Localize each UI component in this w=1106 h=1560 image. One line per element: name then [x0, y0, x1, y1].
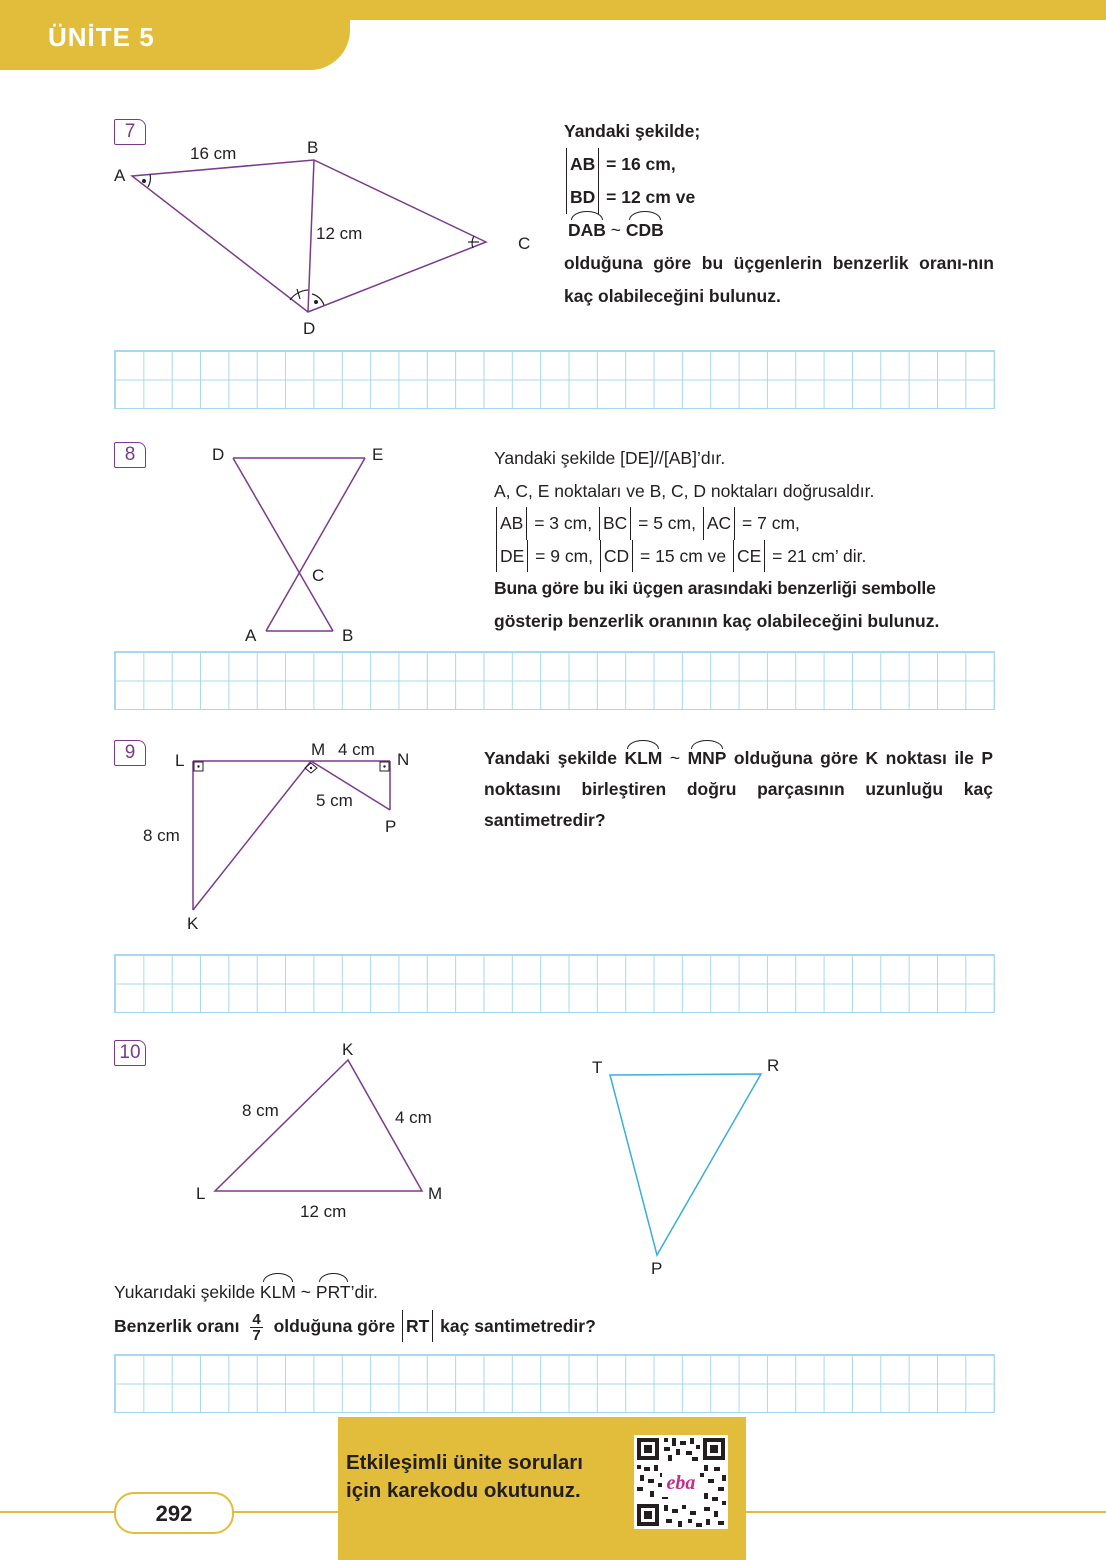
q10-label-t: T [592, 1058, 603, 1077]
q7-text [564, 115, 994, 313]
q8-label-e: E [372, 445, 384, 464]
q10-ratio-fraction: $\frac{4}{7}$ [252, 1310, 261, 1344]
q8-label-a: A [245, 626, 257, 645]
q9-label-p: P [385, 817, 397, 836]
q8-parallel: [DE]//[AB] [620, 448, 697, 468]
q7-angle-a-dot [142, 179, 146, 183]
q7-label-b: B [307, 138, 319, 157]
q7-seg-bd: BD [566, 181, 599, 214]
q10-label-m: M [428, 1184, 443, 1203]
q7-angle-d-tick [297, 289, 300, 299]
unit-tab [0, 0, 350, 70]
q7-angle-dab: DAB [568, 214, 606, 247]
q9-length-mp: 5 cm [316, 791, 353, 810]
q7-length-ab: 16 cm [190, 144, 237, 163]
q10-seg-rt: RT [402, 1310, 433, 1342]
q7-angle-d-dot-arc [312, 294, 324, 305]
q10-angle-prt: PRT [316, 1276, 351, 1308]
q10-angle-klm: KLM [260, 1276, 296, 1308]
q7-figure [110, 130, 550, 345]
q7-similarity: DAB ~ CDB [564, 214, 994, 247]
q10-figure-prt [585, 1050, 795, 1280]
q9-label-l: L [175, 751, 185, 770]
q7-length-bd: 12 cm [316, 224, 363, 243]
q10-text [114, 1276, 994, 1343]
q8-label-d: D [212, 445, 225, 464]
q7-angle-d-dot [314, 300, 318, 304]
q10-length-lk: 8 cm [242, 1101, 279, 1120]
q9-angle-klm: KLM [624, 743, 662, 774]
q10-answer-grid[interactable] [114, 1354, 995, 1413]
q7-angle-cdb: CDB [626, 214, 664, 247]
q9-label-m: M [311, 740, 326, 759]
q8-collinear: A, C, E noktaları ve B, C, D noktaları doğrusaldır. [494, 480, 875, 501]
q10-line2: Benzerlik oranı $\frac{4}{7}$ olduğuna göre RT kaç santimetredir? [114, 1310, 596, 1344]
q7-line-bd: BD = 12 cm ve [564, 181, 994, 214]
question-7-number: 7 [114, 119, 146, 145]
q9-segment-km [193, 761, 311, 910]
q10-label-l: L [196, 1184, 206, 1203]
q7-label-d: D [303, 319, 316, 338]
q10-figure-klm [190, 1035, 460, 1225]
qr-logo: eba [666, 1472, 696, 1494]
q7-question: olduğuna göre bu üçgenlerin benzerlik oranı-nın kaç olabileceğini bulunuz. [564, 253, 994, 306]
q8-measures-2: DE = 9 cm, CD = 15 cm ve CE = 21 cm’ dir. [494, 540, 994, 573]
q9-figure [135, 735, 435, 940]
q9-answer-grid[interactable] [114, 954, 995, 1013]
q9-label-k: K [187, 914, 199, 933]
q10-label-k: K [342, 1040, 354, 1059]
q9-length-lk: 8 cm [143, 826, 180, 845]
q7-answer-grid[interactable] [114, 350, 995, 409]
q8-segment-db [233, 458, 333, 631]
q7-label-c: C [518, 234, 531, 253]
q10-triangle-prt [610, 1074, 761, 1255]
q8-question-2: gösterip benzerlik oranının kaç olabileceğini bulunuz. [494, 610, 940, 631]
q8-label-c: C [312, 566, 325, 585]
q10-length-km: 4 cm [395, 1108, 432, 1127]
question-9-number: 9 [114, 740, 146, 766]
q8-question-1: Buna göre bu iki üçgen arasındaki benzerliği sembolle [494, 578, 936, 598]
q9-length-mn: 4 cm [338, 740, 375, 759]
qr-info-box [338, 1417, 746, 1560]
question-8-number: 8 [114, 442, 146, 468]
unit-label: ÜNİTE 5 [48, 22, 155, 52]
q8-figure [200, 440, 400, 650]
q10-length-lm: 12 cm [300, 1202, 347, 1221]
q10-line1: Yukarıdaki şekilde KLM ~ PRT’dir. [114, 1276, 994, 1308]
q7-angle-a [148, 174, 150, 187]
page-number: 292 [155, 1501, 193, 1526]
q8-measures-1: AB = 3 cm, BC = 5 cm, AC = 7 cm, [494, 507, 994, 540]
qr-text: Etkileşimli ünite soruları için karekodu okutunuz. [346, 1451, 583, 1502]
q10-triangle-klm [215, 1060, 422, 1191]
q7-seg-ab: AB [566, 148, 599, 181]
q7-line-ab: AB = 16 cm, [564, 148, 994, 181]
q9-label-n: N [397, 750, 410, 769]
question-10-number: 10 [114, 1040, 146, 1066]
page-number-badge [114, 1492, 234, 1534]
q8-text: Yandaki şekilde [DE]//[AB]’dır. A, C, E noktaları ve B, C, D noktaları doğrusaldır. AB = 3 cm, BC = 5 cm, AC = 7 cm, DE = 9 cm, CD = 15 cm ve CE = 21 cm’ dir. Buna göre bu iki üçgen arasındaki benzerliği sembolle gösterip benzerlik oranının kaç olabileceğini bulunuz. [494, 442, 994, 637]
q8-segment-ea [266, 458, 365, 631]
q10-label-r: R [767, 1056, 780, 1075]
q10-label-p: P [651, 1259, 663, 1278]
q9-text: Yandaki şekilde KLM ~ MNP olduğuna göre K noktası ile P noktasını birleştiren doğru parçasının uzunluğu kaç santimetredir? [484, 743, 993, 836]
qr-code-icon[interactable] [634, 1435, 728, 1529]
q7-diagonal-bd [308, 160, 314, 312]
q7-label-a: A [114, 166, 126, 185]
q8-answer-grid[interactable] [114, 651, 995, 710]
q8-label-b: B [342, 626, 354, 645]
q7-intro: Yandaki şekilde; [564, 121, 701, 141]
q9-angle-mnp: MNP [688, 743, 727, 774]
